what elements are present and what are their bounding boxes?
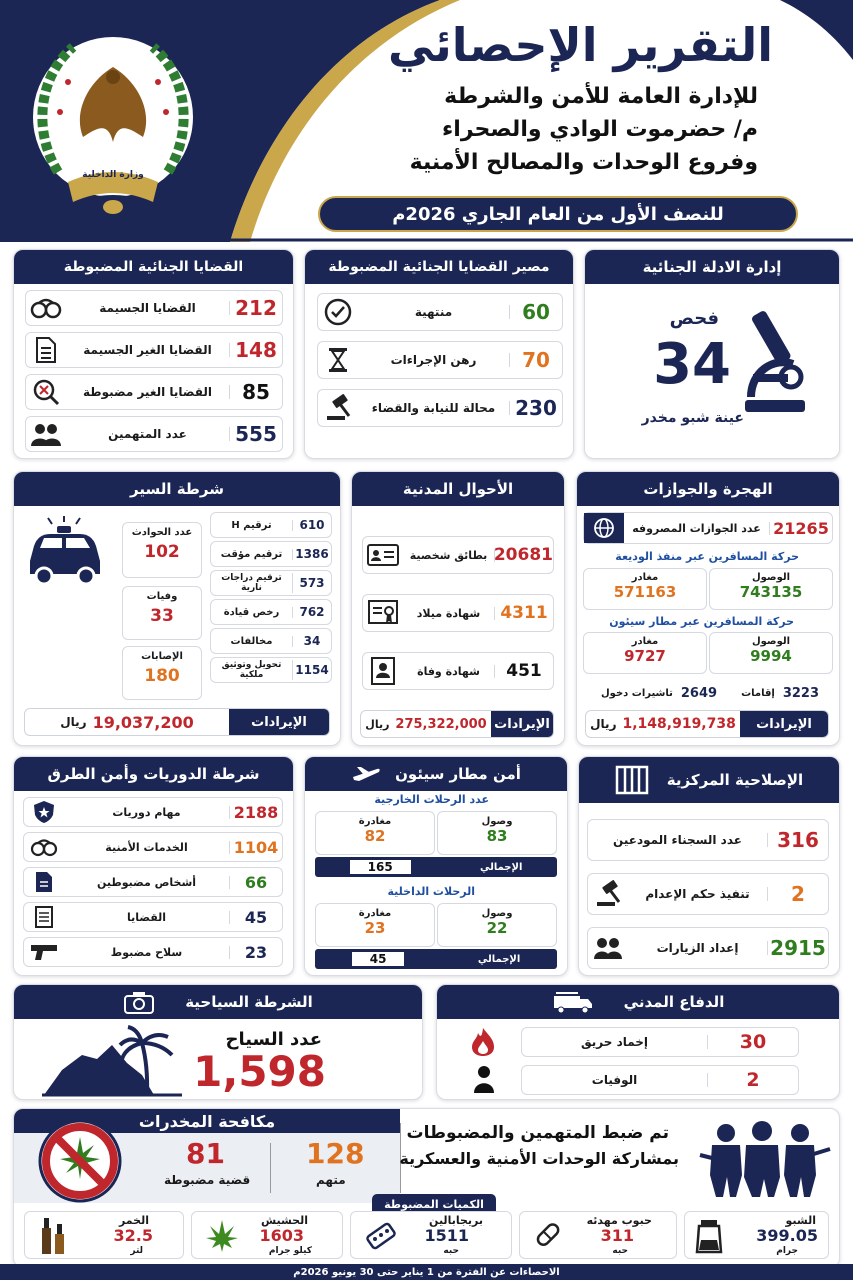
narcotics-statement-2: بمشاركة الوحدات الأمنية والعسكرية (399, 1149, 679, 1168)
civil-defense-row (521, 1065, 799, 1095)
seized-value: 32.5 (113, 1226, 153, 1245)
id-card-icon (363, 543, 403, 567)
soldiers-icon (696, 1119, 831, 1197)
residency-visa-row (583, 682, 833, 704)
ministry-emblem (28, 22, 198, 227)
passports-label: عدد الجوازات المصروفه (624, 522, 770, 535)
civil-status-revenue-label: الإيرادات (491, 711, 553, 737)
traffic-stat-box (122, 586, 202, 640)
seized-unit: حبه (612, 1246, 628, 1256)
patrol-row (23, 867, 283, 897)
traffic-label: ترقيم H (211, 520, 293, 531)
passports-row (583, 512, 833, 544)
seized-value: 1511 (424, 1226, 469, 1245)
wadiah-title: حركة المسافرين عبر منفذ الوديعة (615, 550, 799, 563)
patrol-value: 1104 (233, 837, 279, 857)
handcuffs-icon (26, 296, 66, 320)
airport-title (305, 757, 567, 791)
seiyun-departure-value: 9727 (624, 647, 666, 665)
passports-value: 21265 (773, 518, 829, 538)
criminal-case-row (25, 416, 283, 452)
report-title: التقرير الإحصائي (387, 18, 773, 72)
external-departure-label: مغادرة (358, 816, 392, 827)
wadiah-arrival-value: 743135 (739, 583, 803, 601)
seiyun-arrival-value: 9994 (750, 647, 792, 665)
civil-status-value: 20681 (493, 545, 553, 565)
civil-status-revenue-value: 275,322,000 (395, 716, 487, 732)
traffic-label: ترقيم مؤقت (211, 549, 293, 560)
external-arrival-value: 83 (486, 827, 508, 845)
civil-status-label: شهادة وفاة (403, 665, 495, 678)
traffic-label: تحويل وتوثيق ملكية (211, 660, 293, 680)
residency-label: إقامات (741, 687, 775, 699)
traffic-revenue (24, 708, 330, 736)
correctional-title (579, 757, 839, 803)
criminal-cases-title: القضايا الجنائية المضبوطة (14, 250, 293, 284)
traffic-row (210, 512, 332, 538)
case-fate-row (317, 293, 563, 331)
internal-arrival-label: وصول (481, 908, 513, 919)
external-total-bar (315, 857, 557, 877)
no-drugs-icon (36, 1117, 124, 1205)
period-text: للنصف الأول من العام الجاري 2026م (392, 203, 724, 225)
traffic-value: 1386 (295, 547, 329, 561)
tourism-title (14, 985, 422, 1019)
external-departure-box (315, 811, 435, 855)
forensics-value: 34 (653, 332, 731, 397)
correctional-value: 2 (791, 882, 805, 906)
criminal-case-label: القضايا الجسيمة (66, 301, 230, 315)
criminal-case-value: 148 (235, 338, 277, 362)
cannabis-leaf-icon (204, 1218, 240, 1254)
civil-status-value: 4311 (500, 603, 548, 623)
immigration-revenue (585, 710, 829, 738)
external-arrival-label: وصول (481, 816, 513, 827)
traffic-revenue-value: 19,037,200 (92, 712, 194, 732)
currency-label: ريال (60, 715, 87, 729)
narcotics-section (13, 1108, 840, 1268)
narcotics-statement-1: تم ضبط المتهمين والمضبوطات (406, 1123, 669, 1143)
bottles-icon (39, 1216, 69, 1256)
civil-status-label: بطائق شخصية (403, 549, 495, 562)
airport-security-card (304, 756, 568, 976)
patrol-row (23, 937, 283, 967)
globe-passport-icon (584, 513, 624, 543)
death-certificate-icon (363, 656, 403, 686)
criminal-case-label: عدد المتهمين (66, 427, 230, 441)
civil-status-row (362, 594, 554, 632)
check-circle-icon (318, 298, 358, 326)
traffic-stat-value: 180 (144, 666, 180, 686)
patrol-row (23, 797, 283, 827)
forensics-card (584, 249, 840, 459)
civil-defense-value: 2 (746, 1069, 760, 1091)
civil-status-row (362, 652, 554, 690)
visa-label: تاشيرات دخول (601, 687, 673, 699)
criminal-case-row (25, 374, 283, 410)
internal-flights-title: الرحلات الداخلية (387, 885, 475, 898)
seiyun-departure-label: مغادر (631, 636, 659, 647)
wadiah-arrival-box (709, 568, 833, 610)
wadiah-arrival-label: الوصول (751, 572, 791, 583)
pill-strip-icon (365, 1220, 397, 1252)
civil-status-card (351, 471, 565, 746)
seized-unit: كيلو جرام (268, 1246, 312, 1256)
header-line-1: للإدارة العامة للأمن والشرطة (444, 84, 758, 109)
document-icon (26, 336, 66, 364)
seiyun-arrival-box (709, 632, 833, 674)
criminal-case-row (25, 290, 283, 326)
wadiah-departure-label: مغادر (631, 572, 659, 583)
capsule-icon (532, 1220, 562, 1250)
criminal-cases-card (13, 249, 294, 459)
criminal-case-label: القضايا الغير مضبوطة (66, 385, 230, 399)
jar-icon (695, 1218, 723, 1254)
traffic-row (210, 628, 332, 654)
fire-icon (470, 1027, 496, 1057)
patrol-label: القضايا (64, 911, 230, 924)
seized-unit: حبه (443, 1246, 459, 1256)
footer-text: الاحصاءات عن الفترة من 1 يناير حتى 30 يونيو 2026م (293, 1266, 560, 1278)
traffic-row (210, 599, 332, 625)
search-x-icon (26, 378, 66, 406)
civil-status-label: شهادة ميلاد (403, 607, 495, 620)
traffic-stat-label: الإصابات (141, 651, 183, 662)
civil-defense-value: 30 (739, 1031, 767, 1053)
tourism-title-text: الشرطة السياحية (185, 993, 313, 1011)
people-icon (26, 422, 66, 446)
correctional-row (587, 873, 829, 915)
internal-departure-box (315, 903, 435, 947)
case-fate-title: مصير القضايا الجنائية المضبوطة (305, 250, 573, 284)
case-fate-label: رهن الإجراءات (358, 353, 510, 367)
patrol-row (23, 832, 283, 862)
immigration-title: الهجرة والجوازات (577, 472, 839, 506)
civil-defense-row (521, 1027, 799, 1057)
seized-value: 311 (600, 1226, 634, 1245)
correctional-title-text: الإصلاحية المركزية (666, 771, 804, 789)
traffic-row (210, 657, 332, 683)
airplane-icon (351, 765, 381, 783)
civil-status-revenue-amount (361, 711, 491, 737)
correctional-value: 2915 (770, 936, 826, 960)
patrol-row (23, 902, 283, 932)
internal-departure-value: 23 (364, 919, 386, 937)
case-fate-value: 230 (515, 396, 557, 420)
seized-name: الحشيش (260, 1214, 308, 1227)
seized-item (24, 1211, 184, 1259)
traffic-stat-label: وفيات (146, 591, 178, 602)
civil-defense-title-text: الدفاع المدني (623, 993, 725, 1011)
tourists-label: عدد السياح (225, 1029, 322, 1050)
traffic-row (210, 541, 332, 567)
pistol-icon (24, 942, 64, 962)
prison-bars-icon (615, 765, 649, 795)
person-icon (473, 1065, 495, 1093)
forensics-sub: عينة شبو مخدر (641, 410, 744, 426)
traffic-stat-label: عدد الحوادث (131, 527, 193, 538)
civil-defense-label: إخماد حريق (522, 1035, 708, 1049)
case-fate-row (317, 389, 563, 427)
case-fate-label: منتهية (358, 305, 510, 319)
traffic-revenue-label: الإيرادات (229, 709, 329, 735)
traffic-value: 762 (299, 605, 325, 619)
traffic-stat-box (122, 522, 202, 578)
footer-bar (0, 1264, 853, 1280)
immigration-revenue-value: 1,148,919,738 (622, 716, 736, 732)
external-total-value: 165 (350, 860, 411, 874)
external-departure-value: 82 (364, 827, 386, 845)
emblem-text: وزارة الداخلية (82, 170, 144, 180)
handcuffs-icon (24, 837, 64, 857)
seized-value: 1603 (259, 1226, 304, 1245)
seiyun-title: حركة المسافرين عبر مطار سيئون (609, 615, 794, 628)
case-fate-card (304, 249, 574, 459)
wadiah-departure-value: 571163 (613, 583, 677, 601)
wadiah-departure-box (583, 568, 707, 610)
file-icon (24, 871, 64, 893)
tourists-value: 1,598 (193, 1047, 326, 1096)
document-icon (24, 906, 64, 928)
civil-status-revenue (360, 710, 554, 738)
internal-arrival-box (437, 903, 557, 947)
patrol-value: 23 (244, 942, 268, 962)
internal-total-label: الإجمالي (477, 953, 521, 965)
seized-item (350, 1211, 512, 1259)
header-line-2: م/ حضرموت الوادي والصحراء (442, 117, 758, 142)
external-total-label: الإجمالي (479, 861, 523, 873)
correctional-label: تنفيذ حكم الإعدام (628, 887, 768, 901)
patrol-label: الخدمات الأمنية (64, 841, 230, 854)
correctional-label: إعداد الزيارات (628, 941, 768, 955)
narcotics-divider (270, 1143, 271, 1193)
gavel-icon (588, 880, 628, 908)
criminal-case-value: 212 (235, 296, 277, 320)
police-car-icon (24, 516, 106, 588)
traffic-police-card (13, 471, 341, 746)
accused-label: متهم (316, 1173, 346, 1187)
correctional-row (587, 819, 829, 861)
seized-title-text: الكميات المضبوطة (384, 1197, 484, 1211)
patrols-card (13, 756, 294, 976)
traffic-value: 573 (299, 576, 325, 590)
case-fate-value: 60 (522, 300, 550, 324)
currency-label: ريال (365, 717, 390, 731)
seiyun-arrival-label: الوصول (751, 636, 791, 647)
case-fate-row (317, 341, 563, 379)
traffic-stat-value: 102 (144, 542, 180, 562)
seized-item (191, 1211, 343, 1259)
header-band (0, 0, 853, 242)
correctional-row (587, 927, 829, 969)
tourism-card (13, 984, 423, 1100)
civil-status-row (362, 536, 554, 574)
patrol-value: 45 (244, 907, 268, 927)
civil-status-title: الأحوال المدنية (352, 472, 564, 506)
traffic-revenue-amount (25, 709, 229, 735)
traffic-label: مخالفات (211, 636, 293, 647)
header-line-3: وفروع الوحدات والمصالح الأمنية (409, 150, 758, 175)
police-badge-icon (24, 800, 64, 824)
criminal-case-value: 555 (235, 422, 277, 446)
seized-cases-label: قضية مضبوطة (164, 1173, 251, 1187)
people-icon (588, 937, 628, 959)
criminal-case-value: 85 (242, 380, 270, 404)
seized-value: 399.05 (756, 1226, 818, 1245)
patrol-label: سلاح مضبوط (64, 946, 230, 959)
seized-unit: لتر (130, 1246, 143, 1256)
traffic-row (210, 570, 332, 596)
hourglass-icon (318, 346, 358, 374)
traffic-label: ترقيم دراجات نارية (211, 573, 293, 593)
correctional-card (578, 756, 840, 976)
period-banner (318, 196, 798, 232)
seized-cases-value: 81 (186, 1137, 225, 1170)
forensics-title: إدارة الادلة الجنائية (585, 250, 839, 284)
microscope-icon (733, 302, 813, 417)
eagle-emblem-icon (28, 22, 198, 227)
patrol-label: مهام دوريات (64, 806, 230, 819)
seized-name: الشبو (785, 1214, 816, 1227)
case-fate-value: 70 (522, 348, 550, 372)
currency-label: ريال (590, 717, 617, 731)
traffic-value: 610 (299, 518, 325, 532)
internal-total-bar (315, 949, 557, 969)
patrols-title: شرطة الدوريات وأمن الطرق (14, 757, 293, 791)
correctional-value: 316 (777, 828, 819, 852)
case-fate-label: محالة للنيابة والقضاء (358, 401, 510, 415)
civil-status-value: 451 (506, 661, 542, 681)
airport-title-text: أمن مطار سيئون (395, 765, 521, 783)
seized-name: حبوب مهدئه (586, 1214, 652, 1227)
civil-defense-label: الوفيات (522, 1073, 708, 1087)
criminal-case-row (25, 332, 283, 368)
seized-name: بريجابالين (429, 1214, 483, 1227)
camera-icon (123, 990, 155, 1014)
narcotics-title-text: مكافحة المخدرات (138, 1111, 276, 1131)
accused-value: 128 (306, 1137, 365, 1170)
patrol-value: 66 (244, 872, 268, 892)
traffic-label: رخص قيادة (211, 607, 293, 618)
immigration-revenue-amount (586, 711, 740, 737)
traffic-stat-box (122, 646, 202, 700)
residency-value: 3223 (782, 685, 819, 701)
seized-item (519, 1211, 677, 1259)
external-arrival-box (437, 811, 557, 855)
patrol-value: 2188 (233, 802, 279, 822)
visa-value: 2649 (680, 685, 718, 701)
immigration-revenue-label: الإيرادات (740, 711, 828, 737)
patrol-label: أشخاص مضبوطين (64, 876, 230, 889)
correctional-label: عدد السجناء المودعين (588, 833, 768, 847)
external-flights-title: عدد الرحلات الخارجية (374, 793, 489, 806)
seized-unit: جرام (776, 1246, 798, 1256)
traffic-value: 1154 (295, 663, 329, 677)
internal-arrival-value: 22 (486, 919, 508, 937)
seiyun-departure-box (583, 632, 707, 674)
seized-name: الخمر (118, 1214, 149, 1227)
internal-total-value: 45 (352, 952, 405, 966)
island-palm-icon (42, 1025, 182, 1097)
birth-certificate-icon (363, 599, 403, 627)
gavel-icon (318, 394, 358, 422)
immigration-card (576, 471, 840, 746)
seized-item (684, 1211, 829, 1259)
forensics-label: فحص (669, 308, 719, 329)
internal-departure-label: مغادرة (358, 908, 392, 919)
traffic-police-title: شرطة السير (14, 472, 340, 506)
traffic-value: 34 (303, 634, 321, 648)
traffic-stat-value: 33 (150, 606, 174, 626)
fire-truck-icon (552, 990, 594, 1014)
criminal-case-label: القضايا الغير الجسيمة (66, 343, 230, 357)
civil-defense-card (436, 984, 840, 1100)
civil-defense-title (437, 985, 839, 1019)
